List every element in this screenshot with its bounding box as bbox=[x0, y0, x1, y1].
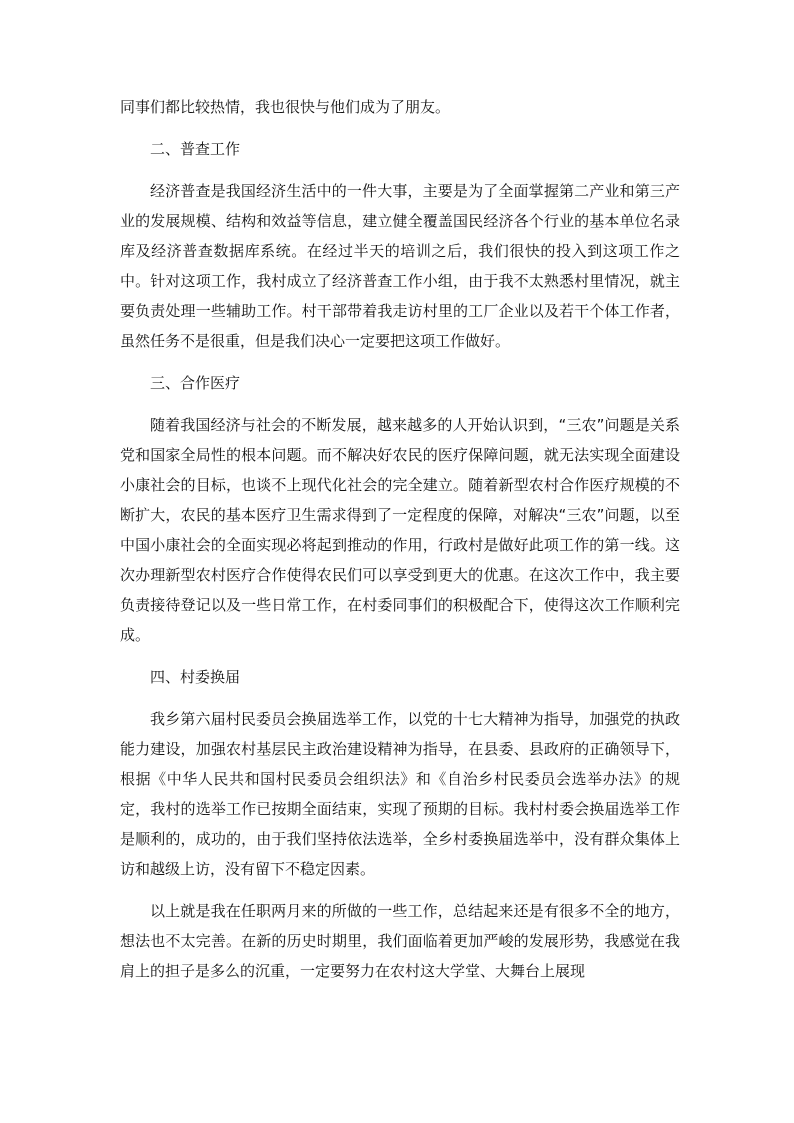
paragraph-medical: 随着我国经济与社会的不断发展，越来越多的人开始认识到，“三农”问题是关系党和国家全局性的根本问题。而不解决好农民的医疗保障问题，就无法实现全面建设小康社会的目标，也谈不上现代化社会的完全建立。随着新型农村合作医疗规模的不断扩大，农民的基本医疗卫生需求得到了一定程度的保障，对解决“三农”问题，以至中国小康社会的全面实现必将起到推动的作用，行政村是做好此项工作的第一线。这次办理新型农村医疗合作使得农民们可以享受到更大的优惠。在这次工作中，我主要负责接待登记以及一些日常工作，在村委同事们的积极配合下，使得这次工作顺利完成。 bbox=[120, 416, 680, 644]
section-heading-election: 四、村委换届 bbox=[150, 668, 241, 686]
paragraph-summary: 以上就是我在任职两月来的所做的一些工作，总结起来还是有很多不全的地方，想法也不太完善。在新的历史时期里，我们面临着更加严峻的发展形势，我感觉在我肩上的担子是多么的沉重，一定要努力在农村这大学堂、大舞台上展现 bbox=[120, 902, 680, 980]
section-heading-medical: 三、合作医疗 bbox=[150, 374, 241, 392]
paragraph-election: 我乡第六届村民委员会换届选举工作，以党的十七大精神为指导，加强党的执政能力建设，加强农村基层民主政治建设精神为指导，在县委、县政府的正确领导下，根据《中华人民共和国村民委员会组织法》和《自治乡村民委员会选举办法》的规定，我村的选举工作已按期全面结束，实现了预期的目标。我村村委会换届选举工作是顺利的，成功的，由于我们坚持依法选举，全乡村委换届选举中，没有群众集体上访和越级上访，没有留下不稳定因素。 bbox=[120, 710, 680, 878]
paragraph-survey: 经济普查是我国经济生活中的一件大事，主要是为了全面掌握第二产业和第三产业的发展规模、结构和效益等信息，建立健全覆盖国民经济各个行业的基本单位名录库及经济普查数据库系统。在经过半天的培训之后，我们很快的投入到这项工作之中。针对这项工作，我村成立了经济普查工作小组，由于我不太熟悉村里情况，就主要负责处理一些辅助工作。村干部带着我走访村里的工厂企业以及若干个体工作者，虽然任务不是很重，但是我们决心一定要把这项工作做好。 bbox=[120, 182, 680, 350]
document-page bbox=[120, 92, 680, 986]
section-heading-survey: 二、普查工作 bbox=[150, 140, 241, 158]
paragraph-intro: 同事们都比较热情，我也很快与他们成为了朋友。 bbox=[120, 98, 451, 116]
